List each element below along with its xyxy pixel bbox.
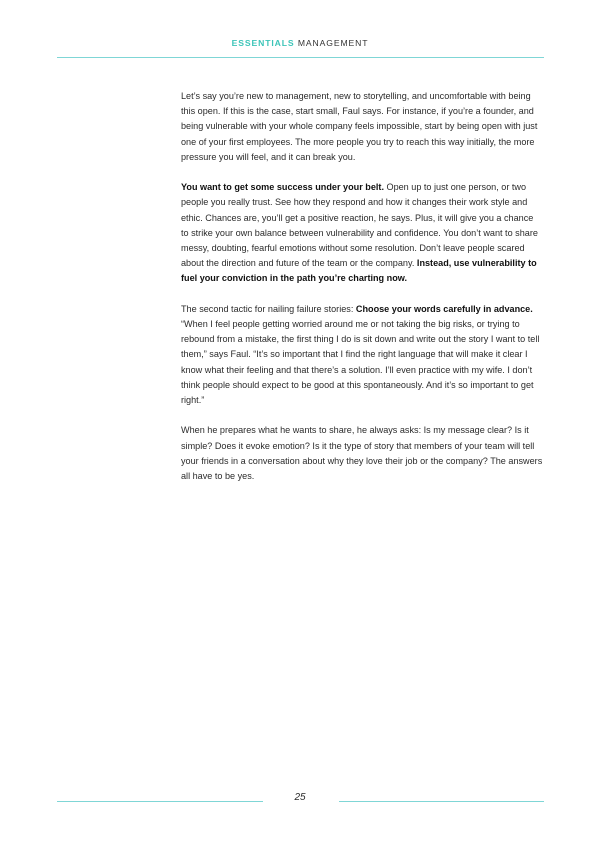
article-body [181, 89, 543, 499]
header-section: ESSENTIALS [231, 38, 295, 48]
header-rule [57, 57, 544, 58]
paragraph-success-bold-lead: You want to get some success under your belt. [181, 182, 384, 193]
paragraph-intro-text: Let’s say you’re new to management, new to storytelling, and uncomfortable with being this open. If this is the case, start small, Faul says. For instance, if you’re a founder, and being vulnerable with your whole company feels impossible, start by being open with just one of your first employees. The more people you try to reach this way initially, the more pressure you will feel, and it can break you. [181, 91, 538, 162]
paragraph-success-bold-tail: Instead, use vulnerability to fuel your conviction in the path you’re charting now. [181, 258, 537, 284]
paragraph-second-tactic [181, 302, 543, 408]
paragraph-prepare [181, 423, 543, 484]
paragraph-success-text: Open up to just one person, or two people you really trust. See how they respond and how it changes their work style and ethic. Chances are, you’ll get a positive reaction, he says. Plus, it will give you a chance to strike your own balance between vulnerability and confidence. You don’t want to share messy, doubting, fearful emotions without some resolution. Don’t leave people scared about the direction and future of the team or the company. [181, 182, 538, 269]
running-header [0, 38, 600, 48]
paragraph-second-tactic-lead: The second tactic for nailing failure stories: [181, 303, 356, 314]
paragraph-second-tactic-bold: Choose your words carefully in advance. [355, 303, 533, 314]
paragraph-second-tactic-text: “When I feel people getting worried around me or not taking the big risks, or trying to rebound from a mistake, the first thing I do is sit down and write out the story I want to tell them,” says Faul. “It’s so important that I find the right language that will make it clear I know what their feeling and that there’s a solution. I’ll even practice with my wife. I don’t think people should expect to be good at this spontaneously. And it’s so important to get right.” [181, 319, 540, 406]
page-number: 25 [294, 792, 306, 803]
footer-rule-right [339, 801, 544, 802]
paragraph-prepare-text: When he prepares what he wants to share, he always asks: Is my message clear? Is it simple? Does it evoke emotion? Is it the type of story that members of your team will tell your friends in a conversation about why they love their job or the company? The answers all have to be yes. [181, 425, 543, 482]
header-topic: MANAGEMENT [297, 38, 369, 48]
paragraph-success [181, 180, 543, 286]
paragraph-intro [181, 89, 543, 165]
